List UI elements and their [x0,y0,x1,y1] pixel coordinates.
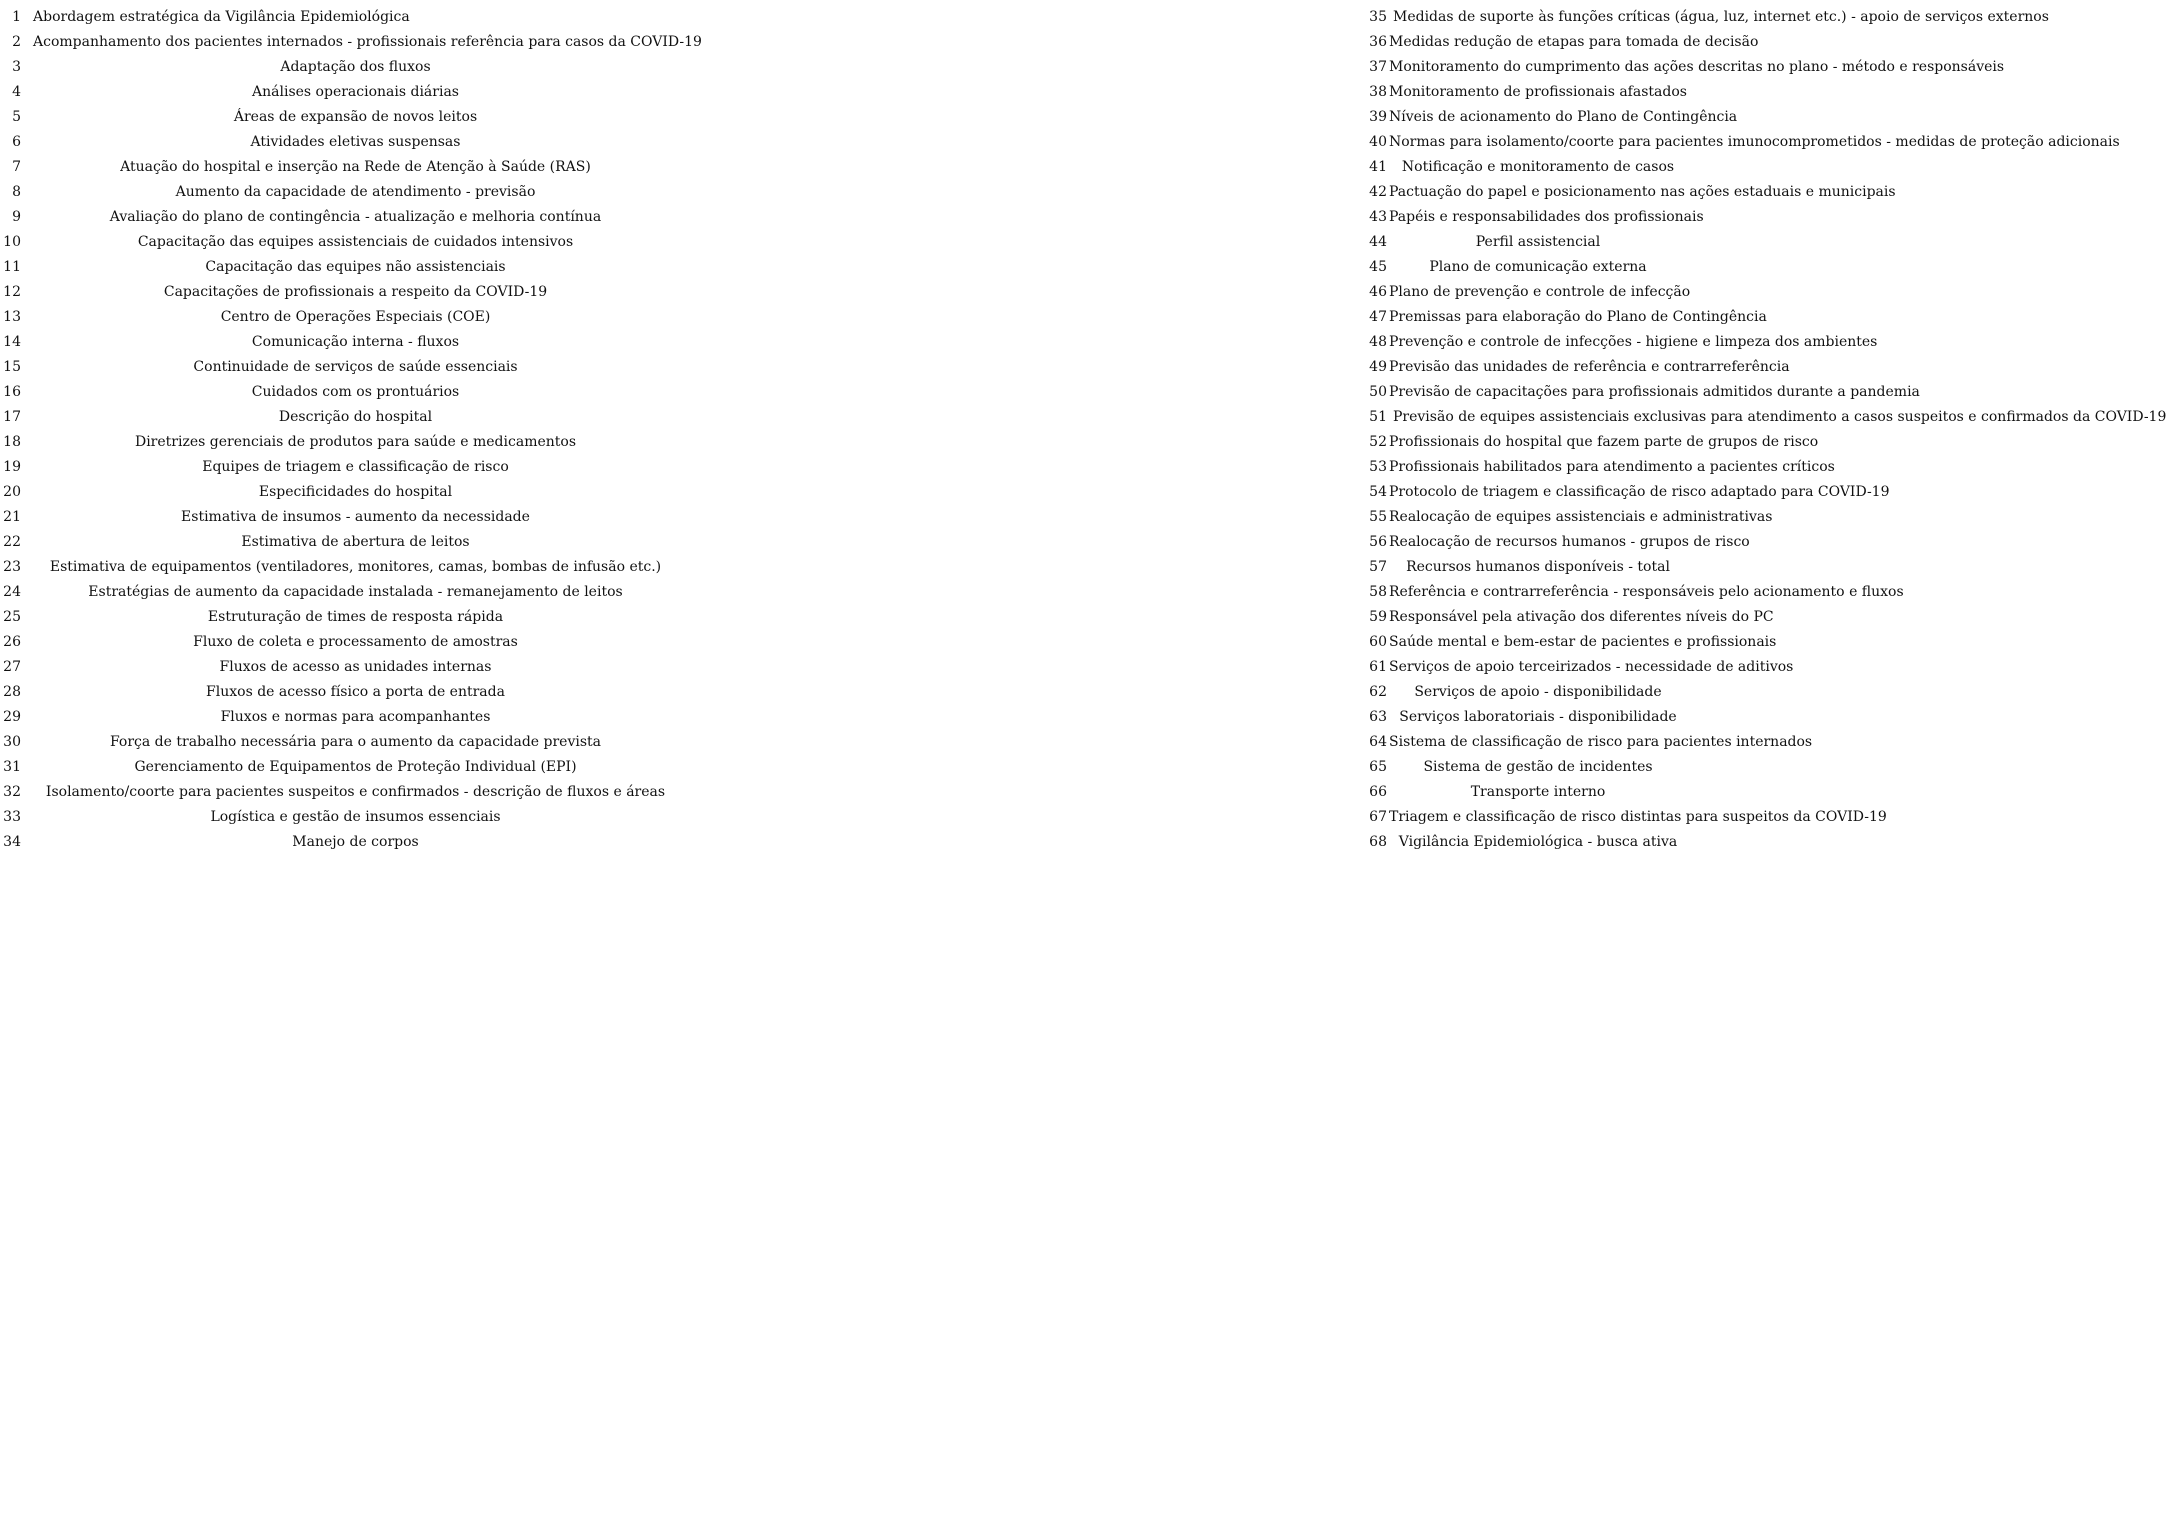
item-number: 64 [1369,733,1387,750]
item-number: 8 [12,183,21,200]
item-text: Pactuação do papel e posicionamento nas ações estaduais e municipais [1389,183,1896,200]
table-row [686,779,1687,804]
item-text: Isolamento/coorte para pacientes suspeitos e confirmados - descrição de fluxos e áreas [45,783,666,800]
item-number: 10 [3,233,21,250]
item-text: Prevenção e controle de infecções - higiene e limpeza dos ambientes [1389,333,1878,350]
item-number: 46 [1369,283,1387,300]
table-row [0,129,686,154]
table-row [0,379,686,404]
item-text: Saúde mental e bem-estar de pacientes e profissionais [1389,633,1777,650]
item-number: 44 [1369,233,1387,250]
table-row [0,654,686,679]
table-row [0,479,686,504]
item-text: Medidas redução de etapas para tomada de decisão [1389,33,1759,50]
item-number: 58 [1369,583,1387,600]
item-text: Força de trabalho necessária para o aumento da capacidade prevista [109,733,602,750]
item-text: Fluxos e normas para acompanhantes [220,708,491,725]
table-row [686,204,1704,229]
item-number: 68 [1369,833,1387,850]
table-row [686,279,1691,304]
item-text: Medidas de suporte às funções críticas (água, luz, internet etc.) - apoio de serviços externos [1393,8,2049,25]
table-row [0,429,686,454]
item-text: Vigilância Epidemiológica - busca ativa [1398,833,1678,850]
item-number: 23 [3,558,21,575]
item-number: 27 [3,658,21,675]
table-row [0,54,686,79]
item-text: Avaliação do plano de contingência - atualização e melhoria contínua [109,208,602,225]
item-text: Níveis de acionamento do Plano de Contingência [1389,108,1738,125]
item-text: Logística e gestão de insumos essenciais [210,808,501,825]
table-row [686,429,1819,454]
item-number: 66 [1369,783,1387,800]
item-text: Centro de Operações Especiais (COE) [220,308,491,325]
item-number: 12 [3,283,21,300]
table-row [686,104,1738,129]
table-row [686,354,1790,379]
table-row [686,304,1767,329]
item-number: 19 [3,458,21,475]
item-text: Fluxos de acesso as unidades internas [219,658,492,675]
item-number: 2 [12,33,21,50]
item-number: 65 [1369,758,1387,775]
item-number: 6 [12,133,21,150]
table-row [686,704,1687,729]
table-row [0,4,686,29]
table-row [0,729,686,754]
table-row [686,529,1750,554]
item-text: Previsão das unidades de referência e contrarreferência [1389,358,1790,375]
item-text: Continuidade de serviços de saúde essenciais [193,358,518,375]
table-row [686,804,1887,829]
item-text: Normas para isolamento/coorte para pacientes imunocomprometidos - medidas de proteção adicionais [1389,133,2120,150]
item-number: 40 [1369,133,1387,150]
table-row [0,354,686,379]
item-text: Atuação do hospital e inserção na Rede de Atenção à Saúde (RAS) [120,158,591,175]
item-text: Profissionais habilitados para atendimento a pacientes críticos [1389,458,1835,475]
item-text: Comunicação interna - fluxos [251,333,460,350]
table-row [0,529,686,554]
item-text: Sistema de classificação de risco para pacientes internados [1389,733,1813,750]
table-row [0,29,702,54]
item-number: 14 [3,333,21,350]
item-number: 43 [1369,208,1387,225]
item-text: Especificidades do hospital [258,483,453,500]
item-number: 26 [3,633,21,650]
item-text: Capacitação das equipes assistenciais de cuidados intensivos [137,233,574,250]
table-row [0,804,686,829]
item-number: 61 [1369,658,1387,675]
item-number: 28 [3,683,21,700]
item-text: Áreas de expansão de novos leitos [233,108,478,125]
item-number: 47 [1369,308,1387,325]
table-row [0,779,686,804]
item-text: Responsável pela ativação dos diferentes níveis do PC [1389,608,1774,625]
item-text: Aumento da capacidade de atendimento - previsão [175,183,536,200]
item-text: Estimativa de abertura de leitos [241,533,470,550]
item-number: 41 [1369,158,1387,175]
item-text: Estratégias de aumento da capacidade instalada - remanejamento de leitos [88,583,623,600]
table-row [686,54,2005,79]
item-text: Serviços laboratoriais - disponibilidade [1399,708,1677,725]
item-number: 52 [1369,433,1387,450]
item-text: Estimativa de insumos - aumento da necessidade [181,508,530,525]
item-text: Recursos humanos disponíveis - total [1406,558,1670,575]
item-number: 62 [1369,683,1387,700]
table-row [686,629,1777,654]
item-text: Triagem e classificação de risco distintas para suspeitos da COVID-19 [1389,808,1887,825]
item-text: Plano de comunicação externa [1429,258,1647,275]
item-number: 21 [3,508,21,525]
item-text: Abordagem estratégica da Vigilância Epidemiológica [33,8,410,25]
table-row [0,104,686,129]
item-text: Estimativa de equipamentos (ventiladores, monitores, camas, bombas de infusão etc.) [49,558,662,575]
item-number: 49 [1369,358,1387,375]
item-text: Diretrizes gerenciais de produtos para saúde e medicamentos [134,433,577,450]
table-row [0,304,686,329]
item-text: Protocolo de triagem e classificação de risco adaptado para COVID-19 [1389,483,1890,500]
item-number: 16 [3,383,21,400]
item-number: 48 [1369,333,1387,350]
item-text: Previsão de equipes assistenciais exclusivas para atendimento a casos suspeitos e confirmados da COVID-19 [1393,408,2166,425]
item-text: Profissionais do hospital que fazem parte de grupos de risco [1389,433,1819,450]
item-number: 53 [1369,458,1387,475]
table-row [686,654,1794,679]
item-number: 55 [1369,508,1387,525]
item-text: Análises operacionais diárias [252,83,459,100]
table-row [0,579,686,604]
item-number: 30 [3,733,21,750]
item-number: 42 [1369,183,1387,200]
item-number: 9 [12,208,21,225]
item-text: Serviços de apoio terceirizados - necessidade de aditivos [1389,658,1794,675]
table-row [686,679,1687,704]
item-number: 45 [1369,258,1387,275]
table-row [0,229,686,254]
item-number: 34 [3,833,21,850]
table-row [686,179,1896,204]
item-number: 13 [3,308,21,325]
table-row [686,4,2049,29]
item-number: 4 [12,83,21,100]
table-row [686,404,2166,429]
item-text: Plano de prevenção e controle de infecção [1389,283,1691,300]
item-text: Capacitação das equipes não assistenciais [205,258,506,275]
item-number: 20 [3,483,21,500]
item-number: 17 [3,408,21,425]
item-number: 33 [3,808,21,825]
table-row [686,254,1687,279]
table-row [0,679,686,704]
item-text: Papéis e responsabilidades dos profissionais [1389,208,1704,225]
item-text: Atividades eletivas suspensas [250,133,461,150]
item-text: Transporte interno [1470,783,1606,800]
item-text: Capacitações de profissionais a respeito da COVID-19 [163,283,548,300]
item-number: 7 [12,158,21,175]
table-row [0,79,686,104]
item-text: Acompanhamento dos pacientes internados - profissionais referência para casos da COVID-19 [33,33,702,50]
item-number: 22 [3,533,21,550]
table-row [0,179,686,204]
table-row [0,704,686,729]
table-row [686,504,1773,529]
item-number: 67 [1369,808,1387,825]
item-number: 59 [1369,608,1387,625]
table-row [0,604,686,629]
table-row [0,829,686,854]
item-text: Monitoramento de profissionais afastados [1389,83,1687,100]
item-number: 51 [1369,408,1387,425]
table-row [686,154,1687,179]
table-row [0,504,686,529]
item-text: Adaptação dos fluxos [280,58,431,75]
table-row [0,329,686,354]
item-text: Manejo de corpos [292,833,419,850]
item-text: Serviços de apoio - disponibilidade [1414,683,1662,700]
table-row [686,729,1813,754]
table-row [0,554,686,579]
item-text: Realocação de recursos humanos - grupos de risco [1389,533,1750,550]
item-number: 11 [3,258,21,275]
table-row [0,754,686,779]
item-number: 38 [1369,83,1387,100]
table-row [0,254,686,279]
item-number: 60 [1369,633,1387,650]
table-row [0,154,686,179]
table-row [0,454,686,479]
table-row [686,229,1687,254]
item-number: 18 [3,433,21,450]
items-table [0,4,2166,854]
table-row [686,29,1759,54]
item-text: Gerenciamento de Equipamentos de Proteção Individual (EPI) [134,758,577,775]
item-text: Descrição do hospital [278,408,433,425]
item-number: 15 [3,358,21,375]
item-text: Fluxos de acesso físico a porta de entrada [206,683,505,700]
table-row [686,79,1687,104]
item-text: Perfil assistencial [1475,233,1601,250]
item-text: Realocação de equipes assistenciais e administrativas [1389,508,1773,525]
table-row [686,604,1774,629]
table-row [686,454,1835,479]
item-number: 50 [1369,383,1387,400]
table-row [686,754,1687,779]
table-row [686,379,1920,404]
item-number: 36 [1369,33,1387,50]
item-text: Equipes de triagem e classificação de risco [202,458,509,475]
item-text: Referência e contrarreferência - responsáveis pelo acionamento e fluxos [1389,583,1904,600]
item-number: 35 [1369,8,1387,25]
table-row [686,554,1687,579]
item-number: 25 [3,608,21,625]
item-number: 37 [1369,58,1387,75]
item-number: 54 [1369,483,1387,500]
item-number: 39 [1369,108,1387,125]
table-row [0,404,686,429]
item-text: Notificação e monitoramento de casos [1401,158,1675,175]
table-row [0,629,686,654]
table-row [0,279,686,304]
item-number: 56 [1369,533,1387,550]
table-row [686,129,2120,154]
item-number: 3 [12,58,21,75]
item-number: 29 [3,708,21,725]
left-column [0,4,702,854]
table-row [0,204,686,229]
right-column [686,4,2166,854]
item-text: Previsão de capacitações para profissionais admitidos durante a pandemia [1389,383,1920,400]
table-row [686,829,1687,854]
item-text: Monitoramento do cumprimento das ações descritas no plano - método e responsáveis [1389,58,2005,75]
item-text: Estruturação de times de resposta rápida [207,608,504,625]
item-number: 5 [12,108,21,125]
item-number: 32 [3,783,21,800]
table-row [686,479,1890,504]
item-text: Premissas para elaboração do Plano de Contingência [1389,308,1767,325]
table-row [686,329,1878,354]
item-text: Sistema de gestão de incidentes [1423,758,1653,775]
table-row [686,579,1904,604]
item-number: 24 [3,583,21,600]
item-text: Cuidados com os prontuários [251,383,460,400]
item-number: 57 [1369,558,1387,575]
item-number: 1 [12,8,21,25]
item-number: 63 [1369,708,1387,725]
item-text: Fluxo de coleta e processamento de amostras [193,633,518,650]
item-number: 31 [3,758,21,775]
